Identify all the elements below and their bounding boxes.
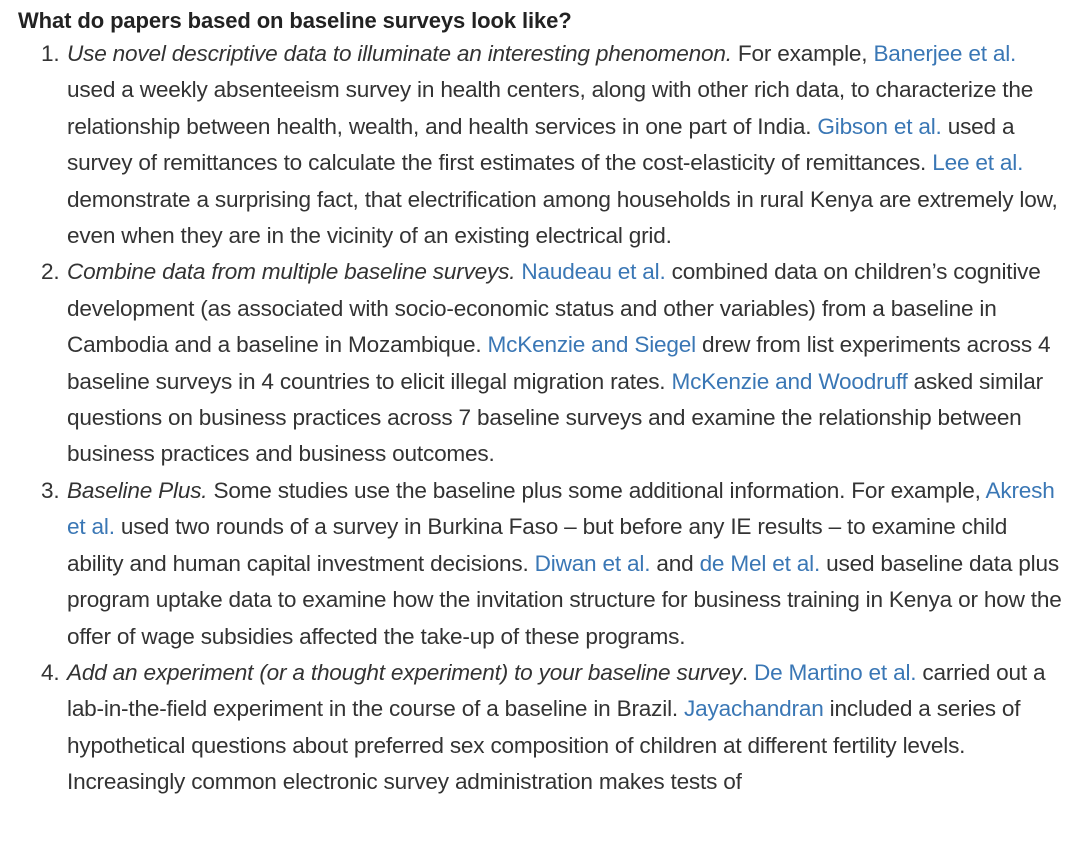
item-lead: Combine data from multiple baseline surveys. (67, 259, 516, 285)
item-text: used baseline data plus program uptake data to examine how the invitation structure for business training in Kenya or how the offer of wage subsidies affected the take-up of these programs. (67, 550, 1062, 649)
list-item-4 (41, 655, 1064, 801)
link-banerjee[interactable]: Banerjee et al. (873, 41, 1017, 66)
list-number: 3. (41, 477, 60, 503)
item-lead: Add an experiment (or a thought experiment) to your baseline survey (67, 659, 742, 685)
link-jayachandran[interactable]: Jayachandran (684, 696, 824, 722)
item-text: carried out a lab-in-the-field experiment in the course of a baseline in Brazil. (67, 659, 1046, 722)
list-item-1 (41, 36, 1064, 254)
item-text: Some studies use the baseline plus some additional information. For example, (207, 477, 986, 503)
link-de-mel[interactable]: de Mel et al. (699, 550, 821, 576)
item-text: asked similar questions on business practices across 7 baseline surveys and examine the relationship between business practices and business outcomes. (67, 368, 1043, 467)
item-text: and (650, 550, 700, 576)
item-text: For example, (731, 41, 874, 66)
item-text: drew from list experiments across 4 baseline surveys in 4 countries to elicit illegal migration rates. (67, 332, 1051, 394)
link-mckenzie-siegel[interactable]: McKenzie and Siegel (487, 332, 696, 358)
list-item-3 (41, 473, 1064, 655)
item-lead: Baseline Plus. (67, 477, 208, 503)
link-gibson[interactable]: Gibson et al. (817, 113, 942, 139)
link-naudeau[interactable]: Naudeau et al. (521, 259, 666, 285)
item-text: . (741, 659, 754, 685)
list-number: 1. (41, 41, 60, 66)
list-item-2 (41, 254, 1064, 472)
list-number: 4. (41, 659, 60, 685)
link-diwan[interactable]: Diwan et al. (534, 550, 651, 576)
item-text: used two rounds of a survey in Burkina Faso – but before any IE results – to examine child ability and human capital investment decisions. (67, 514, 1008, 576)
link-lee[interactable]: Lee et al. (932, 150, 1024, 176)
link-de-martino[interactable]: De Martino et al. (753, 659, 917, 685)
section-heading: What do papers based on baseline surveys look like? (18, 8, 572, 33)
item-text: included a series of hypothetical questions about preferred sex composition of children at different fertility levels. Increasingly common electronic survey administration makes tests of (67, 696, 1021, 795)
item-text: used a survey of remittances to calculate the first estimates of the cost-elasticity of remittances. (67, 113, 1015, 176)
item-text: used a weekly absenteeism survey in health centers, along with other rich data, to characterize the relationship between health, wealth, and health services in one part of India. (67, 77, 1034, 139)
item-text: demonstrate a surprising fact, that electrification among households in rural Kenya are extremely low, even when they are in the vicinity of an existing electrical grid. (67, 186, 1058, 249)
item-text: combined data on children’s cognitive development (as associated with socio-economic status and other variables) from a baseline in Cambodia and a baseline in Mozambique. (67, 259, 1041, 358)
link-mckenzie-woodruff[interactable]: McKenzie and Woodruff (671, 368, 908, 394)
link-akresh[interactable]: Akresh et al. (67, 477, 1055, 540)
list-number: 2. (41, 259, 60, 285)
papers-list (18, 36, 1064, 801)
item-lead: Use novel descriptive data to illuminate an interesting phenomenon. (67, 41, 732, 66)
